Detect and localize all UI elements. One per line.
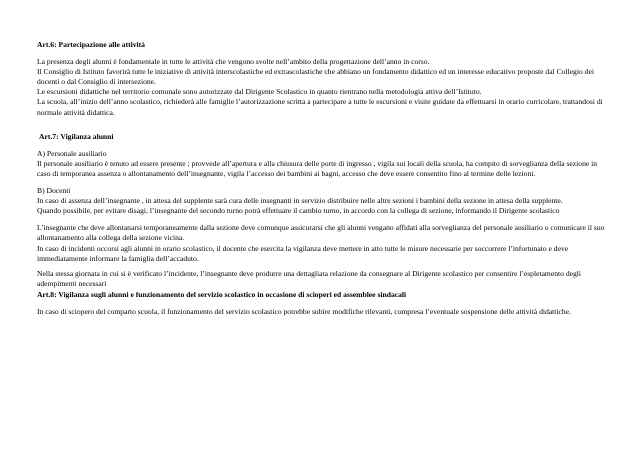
art7-section-b-text-2: Quando possibile, per evitare disagi, l’insegnante del secondo turno potrà effettuare il cambio turno, in accordo con la collega di sezione, informando il Dirigente scolastico: [37, 206, 560, 216]
art7-paragraph-incident: In caso di incidenti occorsi agli alunni in orario scolastico, il docente che esercita la vigilanza deve mettere in atto tutte le misure necessarie per soccorrere l’infortunato e deve immediatamente informare la famiglia dell’accaduto.: [37, 243, 569, 263]
art7-paragraph-report: Nella stessa giornata in cui si è verificato l’incidente, l’insegnante deve produrre una dettagliata relazione da consegnare al Dirigente scolastico per consentire l’espletamento degli adempimenti necessari: [37, 268, 581, 288]
art6-heading: Art.6: Partecipazione alle attività: [37, 40, 145, 49]
art6-paragraph-1: La presenza degli alunni è fondamentale in tutte le attività che vengono svolte nell’ambito della progettazione dell’anno in corso.: [37, 57, 430, 67]
art7-section-b-title: B) Docenti: [37, 186, 71, 196]
document-page: [37, 40, 605, 317]
art7-section-a-text: Il personale ausiliario è tenuto ad essere presente ; provvede all’apertura e alla chiusura delle porte di ingresso , vigila sui locali della scuola, ha compito di sorveglianza della sezione in caso di temporanea assenza o allontanamento dell’insegnante, vigila l’accesso dei bambini ai bagni, accesso che deve essere consentito fino al termine delle lezioni.: [37, 158, 598, 178]
art7-paragraph-leave: L’insegnante che deve allontanarsi temporaneamente dalla sezione deve comunque assicurarsi che gli alunni vengano affidati alla sorveglianza del personale ausiliario o comunicare il suo allontanamento alla collega della sezione vicina.: [37, 223, 605, 243]
art7-section-a-title: A) Personale ausiliario: [37, 148, 107, 158]
art7-section-b-text-1: In caso di assenza dell’insegnante , in attesa del supplente sarà cura delle insegnanti in servizio distribuire nelle altre sezioni i bambini della sezione in attesa della supplente.: [37, 196, 563, 206]
art6-paragraph-3: Le escursioni didattiche nel territorio comunale sono autorizzate dal Dirigente Scolastico in quanto rientrano nella metodologia attiva dell’Istituto.: [37, 87, 482, 97]
art8-heading: Art.8: Vigilanza sugli alunni e funzionamento del servizio scolastico in occasione di scioperi ed assemblee sindacali: [37, 289, 407, 299]
art6-paragraph-2: Il Consiglio di Istituto favorirà tutte le iniziative di attività interscolastiche ed extrascolastiche che abbiano un fondamento didattico ed un interesse educativo proposte dal Collegio dei docenti o dal Consiglio di intersezione.: [37, 67, 594, 87]
art8-paragraph-1: In caso di sciopero del comparto scuola, il funzionamento del servizio scolastico potrebbe subire modifiche rilevanti, compresa l’eventuale sospensione delle attività didattiche.: [37, 306, 571, 316]
art7-heading: Art.7: Vigilanza alunni: [39, 131, 114, 141]
art6-paragraph-4: La scuola, all’inizio dell’anno scolastico, richiederà alle famiglie l’autorizzazione scritta a partecipare a tutte le escursioni e visite guidate da effettuarsi in orario curricolare, trattandosi di normale attività didattica.: [37, 97, 603, 117]
